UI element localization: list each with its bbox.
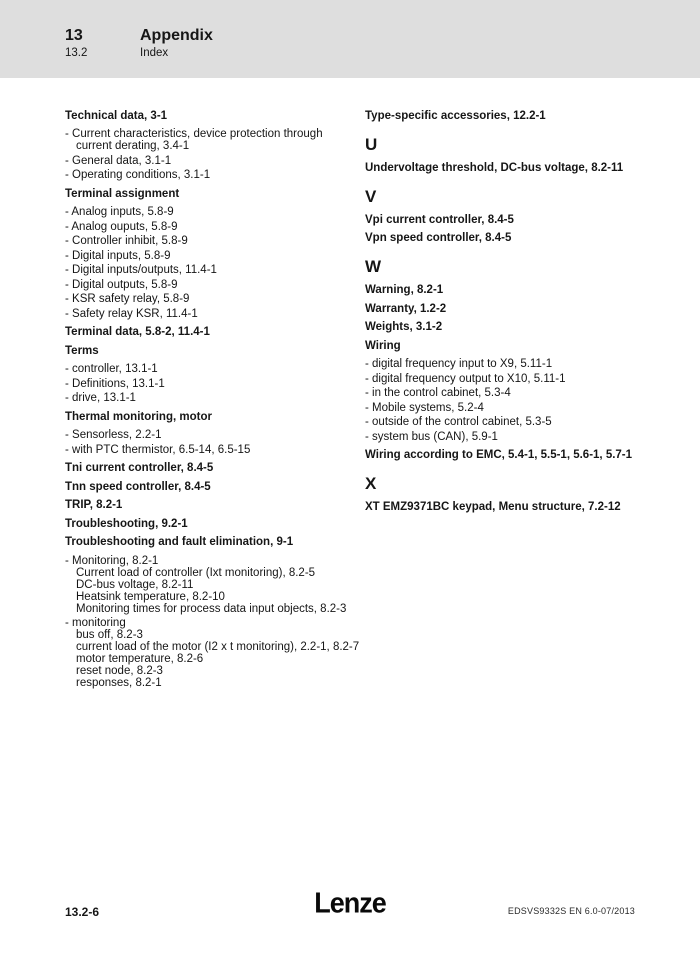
chapter-number: 13 [65, 27, 83, 44]
index-entry-text: - in the control cabinet, 5.3-4 [365, 387, 511, 399]
index-entry-text: Tni current controller, 8.4-5 [65, 462, 214, 474]
index-entry-text: Type-specific accessories, 12.2-1 [365, 109, 546, 122]
index-letter [365, 475, 647, 493]
index-entry-text: - system bus (CAN), 5.9-1 [365, 430, 498, 443]
index-entry-text: XT EMZ9371BC keypad, Menu structure, 7.2-12 [365, 501, 621, 513]
index-entry-text: W [365, 257, 382, 276]
index-letter [365, 136, 647, 154]
index-entry [65, 221, 348, 233]
index-entry [365, 373, 647, 385]
index-entry [365, 303, 647, 315]
index-entry-text: - Analog inputs, 5.8-9 [65, 206, 174, 218]
index-entry [65, 518, 348, 530]
index-entry-text: - digital frequency input to X9, 5.11-1 [365, 358, 553, 370]
index-subline: Monitoring times for process data input objects, 8.2-3 [76, 602, 347, 615]
index-entry [65, 481, 348, 493]
index-entry-text: - KSR safety relay, 5.8-9 [65, 293, 190, 305]
index-entry-text: - controller, 13.1-1 [65, 363, 158, 375]
index-entry [65, 169, 348, 181]
index-entry [65, 250, 348, 262]
index-entry [65, 536, 348, 548]
index-entry-text: Wiring [365, 339, 401, 352]
index-subline: Current load of controller (Ixt monitoring), 8.2-5 [76, 566, 316, 579]
index-entry [365, 340, 647, 352]
index-letter [365, 188, 647, 206]
index-entry [365, 387, 647, 399]
index-entry [65, 462, 348, 474]
index-entry-text: - digital frequency output to X10, 5.11-1 [365, 372, 566, 385]
index-entry-text: - monitoring [65, 617, 126, 629]
index-letter [365, 258, 647, 276]
index-entry-text: Troubleshooting, 9.2-1 [65, 517, 188, 530]
index-entry-text: - Monitoring, 8.2-1 [65, 554, 159, 567]
index-entry-text: - Operating conditions, 3.1-1 [65, 169, 211, 181]
index-entry [65, 128, 348, 152]
index-subline: current load of the motor (I2 x t monitoring), 2.2-1, 8.2-7 [76, 641, 360, 653]
index-entry [65, 429, 348, 441]
index-entry [365, 358, 647, 370]
index-entry [65, 206, 348, 218]
index-entry-text: Thermal monitoring, motor [65, 410, 212, 423]
footer-page-number: 13.2-6 [65, 905, 100, 919]
index-entry-text: Technical data, 3-1 [65, 109, 168, 122]
index-right-column [365, 103, 647, 692]
index-entry-text: Wiring according to EMC, 5.4-1, 5.5-1, 5.6-1, 5.7-1 [365, 449, 633, 461]
index-entry-text: Troubleshooting and fault elimination, 9-1 [65, 536, 294, 548]
index-entry-text: - Analog ouputs, 5.8-9 [65, 220, 178, 233]
index-entry [65, 264, 348, 276]
index-entry [65, 326, 348, 338]
index-entry [65, 392, 348, 404]
index-entry-text: - Digital inputs/outputs, 11.4-1 [65, 264, 217, 276]
index-entry-text: - Safety relay KSR, 11.4-1 [65, 307, 198, 320]
section-number: 13.2 [65, 47, 88, 59]
index-entry-text: Warranty, 1.2-2 [365, 302, 447, 315]
index-subline: reset node, 8.2-3 [76, 665, 163, 677]
index-entry [365, 416, 647, 428]
index-entry [365, 110, 647, 122]
index-entry [65, 499, 348, 511]
index-entry-text: - with PTC thermistor, 6.5-14, 6.5-15 [65, 443, 251, 456]
index-entry-text: Warning, 8.2-1 [365, 284, 444, 296]
index-subline: motor temperature, 8.2-6 [76, 653, 204, 665]
index-entry-text: - Digital outputs, 5.8-9 [65, 278, 178, 291]
index-entry-text: - outside of the control cabinet, 5.3-5 [365, 416, 552, 428]
index-entry [65, 188, 348, 200]
index-entry [365, 431, 647, 443]
index-entry-text: Undervoltage threshold, DC-bus voltage, 8.2-11 [365, 161, 624, 174]
index-entry [65, 617, 360, 689]
index-entry [65, 345, 348, 357]
index-entry [65, 308, 348, 320]
index-entry-text: Terminal data, 5.8-2, 11.4-1 [65, 326, 210, 338]
index-entry [65, 444, 348, 456]
index-entry-text: - Sensorless, 2.2-1 [65, 429, 162, 441]
index-entry-text: V [365, 186, 377, 206]
index-entry [65, 555, 348, 615]
index-entry-text: Weights, 3.1-2 [365, 321, 443, 333]
index-subline: bus off, 8.2-3 [76, 629, 143, 641]
index-entry-text: Vpi current controller, 8.4-5 [365, 213, 514, 226]
footer-doc-code: EDSVS9332S EN 6.0-07/2013 [507, 906, 635, 916]
index-entry [65, 235, 348, 247]
index-entry [65, 155, 348, 167]
index-entry-text: Terms [65, 344, 99, 357]
lenze-logo: Lenze [314, 887, 386, 919]
index-entry-text: Vpn speed controller, 8.4-5 [365, 232, 512, 244]
index-entry [65, 293, 348, 305]
index-entry [365, 214, 647, 226]
index-entry [65, 363, 348, 375]
index-entry [65, 378, 348, 390]
index-entry [365, 162, 647, 174]
index-subline: DC-bus voltage, 8.2-11 [76, 578, 194, 591]
index-subline: Heatsink temperature, 8.2-10 [76, 590, 225, 603]
index-entry-text: - Definitions, 13.1-1 [65, 377, 165, 390]
index-entry-text: - Digital inputs, 5.8-9 [65, 249, 171, 262]
index-entry-text: - Controller inhibit, 5.8-9 [65, 235, 188, 247]
index-entry [365, 321, 647, 333]
chapter-title: Appendix [140, 27, 213, 44]
index-columns [65, 103, 647, 692]
index-entry [65, 411, 348, 423]
section-title: Index [140, 47, 169, 59]
index-entry-text: - drive, 13.1-1 [65, 392, 136, 404]
page-header [65, 27, 213, 60]
index-entry [365, 232, 647, 244]
index-entry-text: - General data, 3.1-1 [65, 154, 172, 167]
index-entry-text: Tnn speed controller, 8.4-5 [65, 480, 211, 493]
index-entry [365, 402, 647, 414]
index-entry [365, 284, 647, 296]
index-entry [65, 279, 348, 291]
index-left-column [65, 103, 360, 692]
index-entry [365, 501, 647, 513]
index-entry-text: X [365, 474, 377, 493]
index-entry-text: - Mobile systems, 5.2-4 [365, 401, 484, 414]
page-header-bar [0, 0, 700, 78]
index-entry-text: Terminal assignment [65, 187, 180, 200]
index-subline: responses, 8.2-1 [76, 677, 162, 689]
index-entry-text: U [365, 134, 378, 154]
index-entry-text: TRIP, 8.2-1 [65, 499, 123, 511]
index-entry [65, 110, 348, 122]
index-entry-text: - Current characteristics, device protection through current derating, 3.4-1 [65, 128, 323, 152]
index-entry [365, 449, 647, 461]
